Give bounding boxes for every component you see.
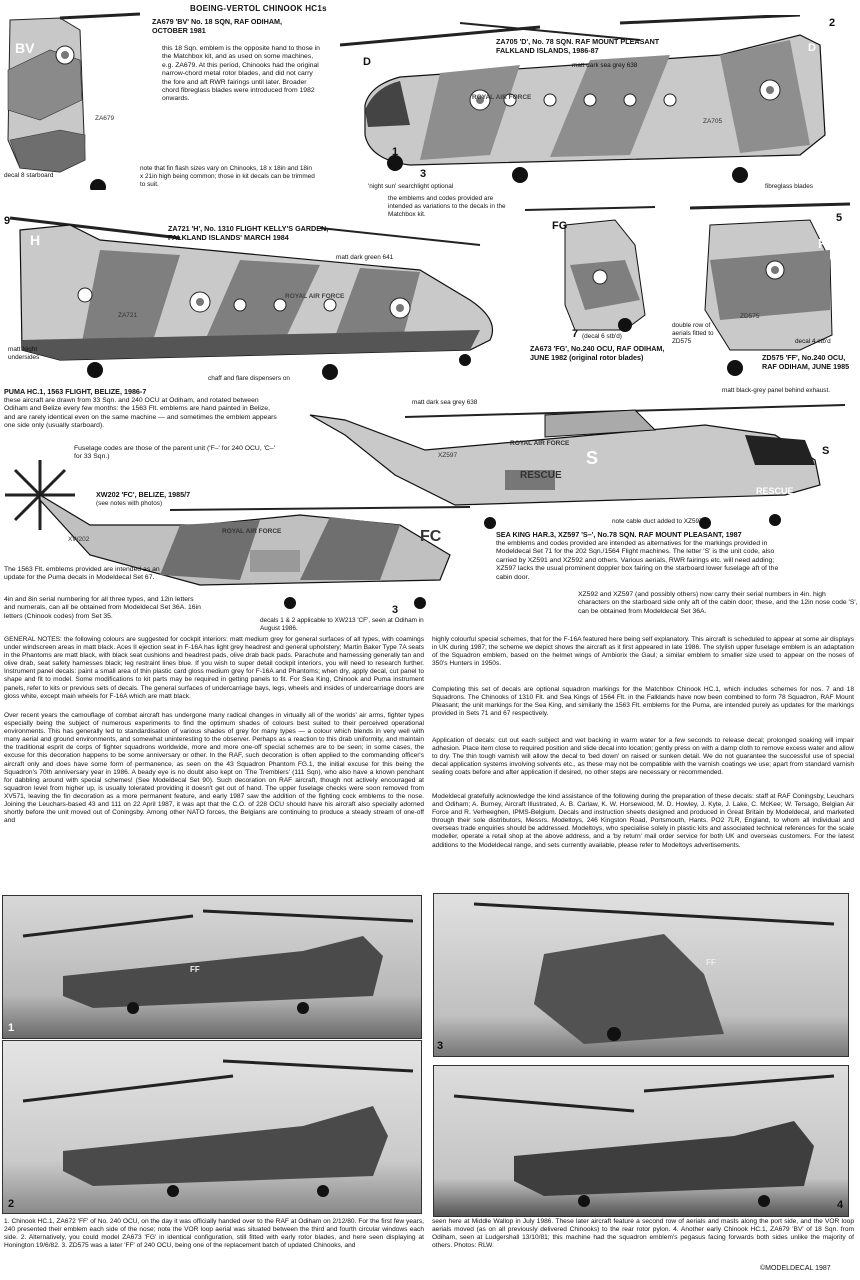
serial-note: 4in and 8in serial numbering for all three types, and 12in letters and numerals, can all be obtained from Modeldecal Set 36A. 16in letters (Chinook codes) from Set 35. — [4, 596, 201, 620]
acknowledgement-text: Modeldecal gratefully acknowledge the kind assistance of the following during the preparation of these decals: staff at RAF Coningsby, Leuchars and Odiham; A. Burney, Aircraft Illustrated, A. B. Carlaw, K. W. Horsewood, M. D. Howley, J. Kyte, J. Lake, C. McKee; W. Tersago, Belgian Air Force and R. Verheeghen, IPMS-Belgium. Decals and instruction sheets designed and produced in Great Britain by Modeldecal, and marketed through their sole distributors, Messrs. Modeltoys, 246 Kingston Road, Portsmouth, Hants. PO2 7LR, England, to whom all individual and overseas trade enquiries should be addressed. Modeltoys, who specialise solely in plastic kits and associated technical references for the scale modeller, operate a retail shop at the above address, and a 'by return' mail order service for both UK and overseas customers. For the latest additions to the Modeldecal range, and sets currently available, please refer to Modeltoys advertisements. — [432, 793, 854, 849]
fg-decal-note: (decal 6 stb'd) — [582, 333, 622, 340]
serial-za721: ZA721 — [118, 312, 138, 319]
callout-3-top: 3 — [420, 168, 427, 180]
rescue-text-nose: RESCUE — [756, 486, 794, 496]
completing-set-text: Completing this set of decals are optional squadron markings for the Matchbox Chinook HC.1, which includes schemes for nos. 7 and 18 Squadrons. The Chinooks of 1310 Flt. and Sea Kings of 1564 Flt. in the Falklands have now been combined to form 78 Squadron, RAF Mount Pleasant; the unit markings for the Sea King, and similarly the 1563 Flt. emblems for the Puma, are intended purely as updates for the markings provided in Sets 71 and 67 respectively. — [432, 686, 854, 718]
chaff-note: chaff and flare dispensers on — [208, 375, 290, 382]
ff-aerials-note: double row of aerials fitted to ZD575 — [672, 322, 714, 345]
page-title: BOEING-VERTOL CHINOOK HC1s — [190, 4, 327, 13]
photo-3 — [433, 893, 849, 1057]
seaking-caption-text2: XZ592 and XZ597 (and possibly others) now carry their serial numbers in 4in. high characters on the starboard side only aft of the cabin door; these, and the 12in nose code 'S', can be obtained from Modeldecal Set 36A. — [578, 591, 858, 615]
zd575-caption-title: ZD575 'FF', No.240 OCU, RAF ODIHAM, JUNE 1985 — [762, 353, 850, 371]
photo-2 — [2, 1040, 422, 1214]
seaking-color-note: matt dark sea grey 638 — [412, 399, 478, 406]
camouflage-text: Over recent years the camouflage of combat aircraft has undergone many radical changes in virtually all of the worlds' air arms, fighter types especially being the subject of numerous experiments to find the optimum shades of colours best suited to their perceived operational environments. This has generally led to standardisation of various shades of grey for many types — a colour which blends in very well with many aerial and ground environments, and somewhat uninteresting to the observer. Perhaps as a reaction to this drab uniformity, and maintain the traditional esprit de corps of fighter squadrons worldwide, more and more one-off special schemes are to be seen; in some cases, the excuse for this decoration happens to be some anniversary or other. In the RAF, such decoration is often applied to the commanding officer's aircraft only and does have some form of permanence, as seen on the 43 Squadron Phantom FG.1, the initial excuse for this being the Squadron's 70th anniversary year in 1986. A beady eye is no doubt also kept on 'The Tremblers' (111 Sqn), who also have a known penchant for dabbling around with special schemes! (See Modeldecal Set 90). Such decoration on RAF aircraft, though not actively encouraged at squadron level from higher up, is usually tolerated providing it doesn't get out of hand. The upper fuselage checks were soon removed from XV571, leaving the fin decoration as a more permanent feature, and early 1987 saw the addition of the fighting cock emblems to the nose. Joining the Leuchars-based 43 and 111 on 22 April 1987, it was apt that the C.O. of 228 OCU should have his aircraft also specially adorned shortly before the unit moved out of Coningsby. Among other NATO forces, the Belgians are continuing to produce a steady stream of one-off and — [4, 712, 424, 825]
za679-caption-title: ZA679 'BV' No. 18 SQN, RAF ODIHAM, OCTOBER 1981 — [152, 17, 283, 35]
za705-roundel-text: ROYAL AIR FORCE — [472, 94, 532, 101]
callout-2: 2 — [829, 17, 836, 29]
copyright: ©MODELDECAL 1987 — [760, 1265, 831, 1272]
callout-9: 9 — [4, 215, 11, 227]
puma-xw202-drawing — [0, 455, 470, 615]
rescue-text: RESCUE — [520, 470, 562, 481]
photo-4-number: 4 — [837, 1199, 844, 1211]
flash-note: note that fin flash sizes vary on Chinooks, 18 x 18in and 18in x 21in high being common; those in kit decals can be trimmed to suit. — [140, 165, 315, 188]
seaking-caption-text: the emblems and codes provided are intended as alternatives for the markings provided in Modeldecal Set 71 for the 202 Sqn./1564 Flight machines. The letter 'S' is the unit code, also carried by XZ591 and XZ592 and others. Various aerials, RWR fairings etc. will need adding; XZ597 lacks the usual prominent doppler box fairing on the starboard lower fuselage aft of the cabin door. — [496, 540, 779, 581]
puma-note-fuselage: Fuselage codes are those of the parent unit ('F–' for 240 OCU, 'C–' for 33 Sqn.) — [74, 445, 275, 461]
night-sun-note: 'night sun' searchlight optional — [368, 183, 454, 190]
callout-s: S — [822, 445, 830, 457]
photo-3-code: FF — [706, 958, 716, 967]
code-bv: BV — [15, 40, 35, 56]
puma-caption-sub: (see notes with photos) — [96, 500, 163, 507]
flt-note: The 1563 Flt. emblems provided are intended as an update for the Puma decals in Modeldecal Set 67. — [4, 566, 160, 582]
seaking-roundel-text: ROYAL AIR FORCE — [510, 440, 570, 447]
code-h: H — [30, 232, 41, 248]
za721-roundel-text: ROYAL AIR FORCE — [285, 293, 345, 300]
chinook-za679-drawing — [0, 10, 140, 190]
underside-note: matt Night undersides — [8, 346, 40, 361]
photo-3-number: 3 — [437, 1040, 444, 1052]
photo-caption-left: 1. Chinook HC.1, ZA672 'FF' of No. 240 OCU, on the day it was officially handed over to the RAF at Odiham on 2/12/80. For the first few years, 240 presented their emblem each side of the nose; note the VOR loop aerial was situated between the third and fourth circular windows each side. 2. Alternatively, you could model ZA673 'FG' in identical configuration, still fitted with early rotor blades, and here seen displaying at Honington 19/6/82. 3. ZD575 was a later 'FF' of 240 OCU, being one of the replacement batch of updated Chinooks, and — [4, 1218, 424, 1250]
callout-7: 7 — [572, 328, 579, 340]
general-notes-text: GENERAL NOTES: the following colours are suggested for cockpit interiors: matt medium grey for general surfaces of all types, with coamings under windscreen areas in matt black. Aces II ejection seat in F-16A has light grey headrest and general upholstery; Martin Baker Type 7A seats in the Phantoms are matt black, with black seat cushions and headrest pads, olive drab back pads. Parachute and harnessing generally tan and olive drab, seat safety harnesses black; leg restraint lines blue. If you wish to super detail cockpit interiors, you will need to research further. Instrument panel decals: paint a small area of thin plastic card gloss medium grey for F-16A and Phantoms; when dry, apply decal, cut panel to shape and fit to model. Some modifications to kit parts may be required in getting panels to fit. For Sea King, Chinook and Puma instrument panels, refer to kits or previous sets of decals. The general surfaces of undercarriage bays, legs, wheels and insides of undercarriage doors are gloss white, except main wheels for F-16A which are matt black. — [4, 636, 424, 700]
seaking-duct-note: note cable duct added to XZ597 — [612, 518, 703, 525]
serial-xz597: XZ597 — [438, 452, 458, 459]
code-fg-callout: FG — [552, 220, 568, 232]
belgian-scheme-text: highly colourful special schemes, that for the F-16A featured here being self explanatory. This aircraft is scheduled to appear at some air displays in UK during 1987; the scheme we depict shows the aircraft as it first appeared in late 1986. The stylish upper fuselage emblem is an adaptation of the Squadron emblem, based on the helmet wings of Ambiorix the Gaul; a similar emblem to smaller size used to appear on the noses of 350's Hunters in 1950s. — [432, 636, 854, 668]
decals12-note: decals 1 & 2 applicable to XW213 'CF', seen at Odiham in August 1986. — [260, 617, 424, 632]
puma-caption-title: XW202 'FC', BELIZE, 1985/7 — [96, 490, 191, 499]
seaking-panel-note: matt black-grey panel behind exhaust. — [722, 387, 830, 394]
code-d: D — [808, 42, 816, 54]
callout-d: D — [363, 56, 371, 68]
code-ff: FF — [818, 236, 834, 251]
decal8-label: decal 8 starboard — [4, 172, 54, 179]
photo-2-number: 2 — [8, 1198, 15, 1210]
za705-color-note: matt dark sea grey 638 — [572, 62, 638, 69]
serial-za705: ZA705 — [703, 118, 723, 125]
za705-caption-title: ZA705 'D', No. 78 SQN. RAF MOUNT PLEASANT FALKLAND ISLANDS, 1986-87 — [496, 37, 660, 55]
code-s: S — [586, 448, 599, 468]
serial-zd575: ZD575 — [740, 313, 760, 320]
photo-caption-right: seen here at Middle Wallop in July 1986. These later aircraft feature a second row of aerials and masts along the port side, and the VOR loop aerials moved (as on all previously delivered Chinooks) to the rear rotor pylon. 4. Another early Chinook HC.1, ZA679 'BV' of 18 Sqn. from Odiham, seen at Ludgershall 13/10/81; this machine had the squadron emblem's pegasus facing forwards both sides unlike the majority of others. Photos: RLW. — [432, 1218, 854, 1250]
puma-note-title: PUMA HC.1, 1563 FLIGHT, BELIZE, 1986-7 — [4, 387, 147, 396]
photo-4 — [433, 1065, 849, 1217]
code-fc: FC — [420, 528, 442, 545]
za679-caption-text: this 18 Sqn. emblem is the opposite hand to those in the Matchbox kit, and as used on some machines, e.g. ZA679. At this period, Chinooks had the original narrow-chord metal rotor blades, and did not carry the fore and aft RWR fairings until later. Broader chord fibreglass blades were introduced from 1982 onwards. — [162, 45, 320, 103]
callout-3-puma: 3 — [392, 604, 399, 616]
seaking-caption-title: SEA KING HAR.3, XZ597 'S–', No.78 SQN. RAF MOUNT PLEASANT, 1987 — [496, 530, 742, 539]
ff-decal-note: decal 4 stb'd — [795, 338, 831, 345]
za721-caption-title: ZA721 'H', No. 1310 FLIGHT KELLY'S GARDEN, FALKLAND ISLANDS' MARCH 1984 — [168, 224, 329, 242]
photo-1 — [2, 895, 422, 1039]
application-text: Application of decals: cut out each subject and wet backing in warm water for a few seconds to release decal; prolonged soaking will impair adhesion. Place item close to required position and slide decal into location; gently press on with a damp cloth to remove excess water and allow to dry. The thin tough varnish will allow the decal to 'bed down' on raised or sunken detail. We do not guarantee the successful use of special decal application systems involving solvents etc., as these may not be compatible with the varnish coatings we use; apart from standard varnish sealing coats before and after application if desired, no other steps are necessary or recommended. — [432, 737, 854, 777]
chinook-za673-rear-drawing — [525, 205, 665, 345]
za721-color-note: matt dark green 641 — [336, 254, 394, 261]
fibreglass-note: fibreglass blades — [765, 183, 813, 190]
callout-5: 5 — [836, 212, 843, 224]
za673-caption-title: ZA673 'FG', No.240 OCU, RAF ODIHAM, JUNE 1982 (original rotor blades) — [530, 344, 665, 362]
photo-1-number: 1 — [8, 1022, 15, 1034]
serial-za679: ZA679 — [95, 115, 115, 122]
puma-note-text: these aircraft are drawn from 33 Sqn. and 240 OCU at Odiham, and rotated between Odiham and Belize every few months: the 1563 Flt. emblems are hand painted in Belize, and are rarely identical even on the same machine — and sometimes the emblem appears one side only (usually starboard). — [4, 397, 277, 430]
callout-1: 1 — [392, 146, 399, 158]
photo-1-code: FF — [190, 965, 200, 974]
alt-decals-note: the emblems and codes provided are intended as variations to the decals in the Matchbox kit. — [388, 195, 506, 218]
serial-xw202: XW202 — [68, 536, 90, 543]
puma-roundel-text: ROYAL AIR FORCE — [222, 528, 282, 535]
